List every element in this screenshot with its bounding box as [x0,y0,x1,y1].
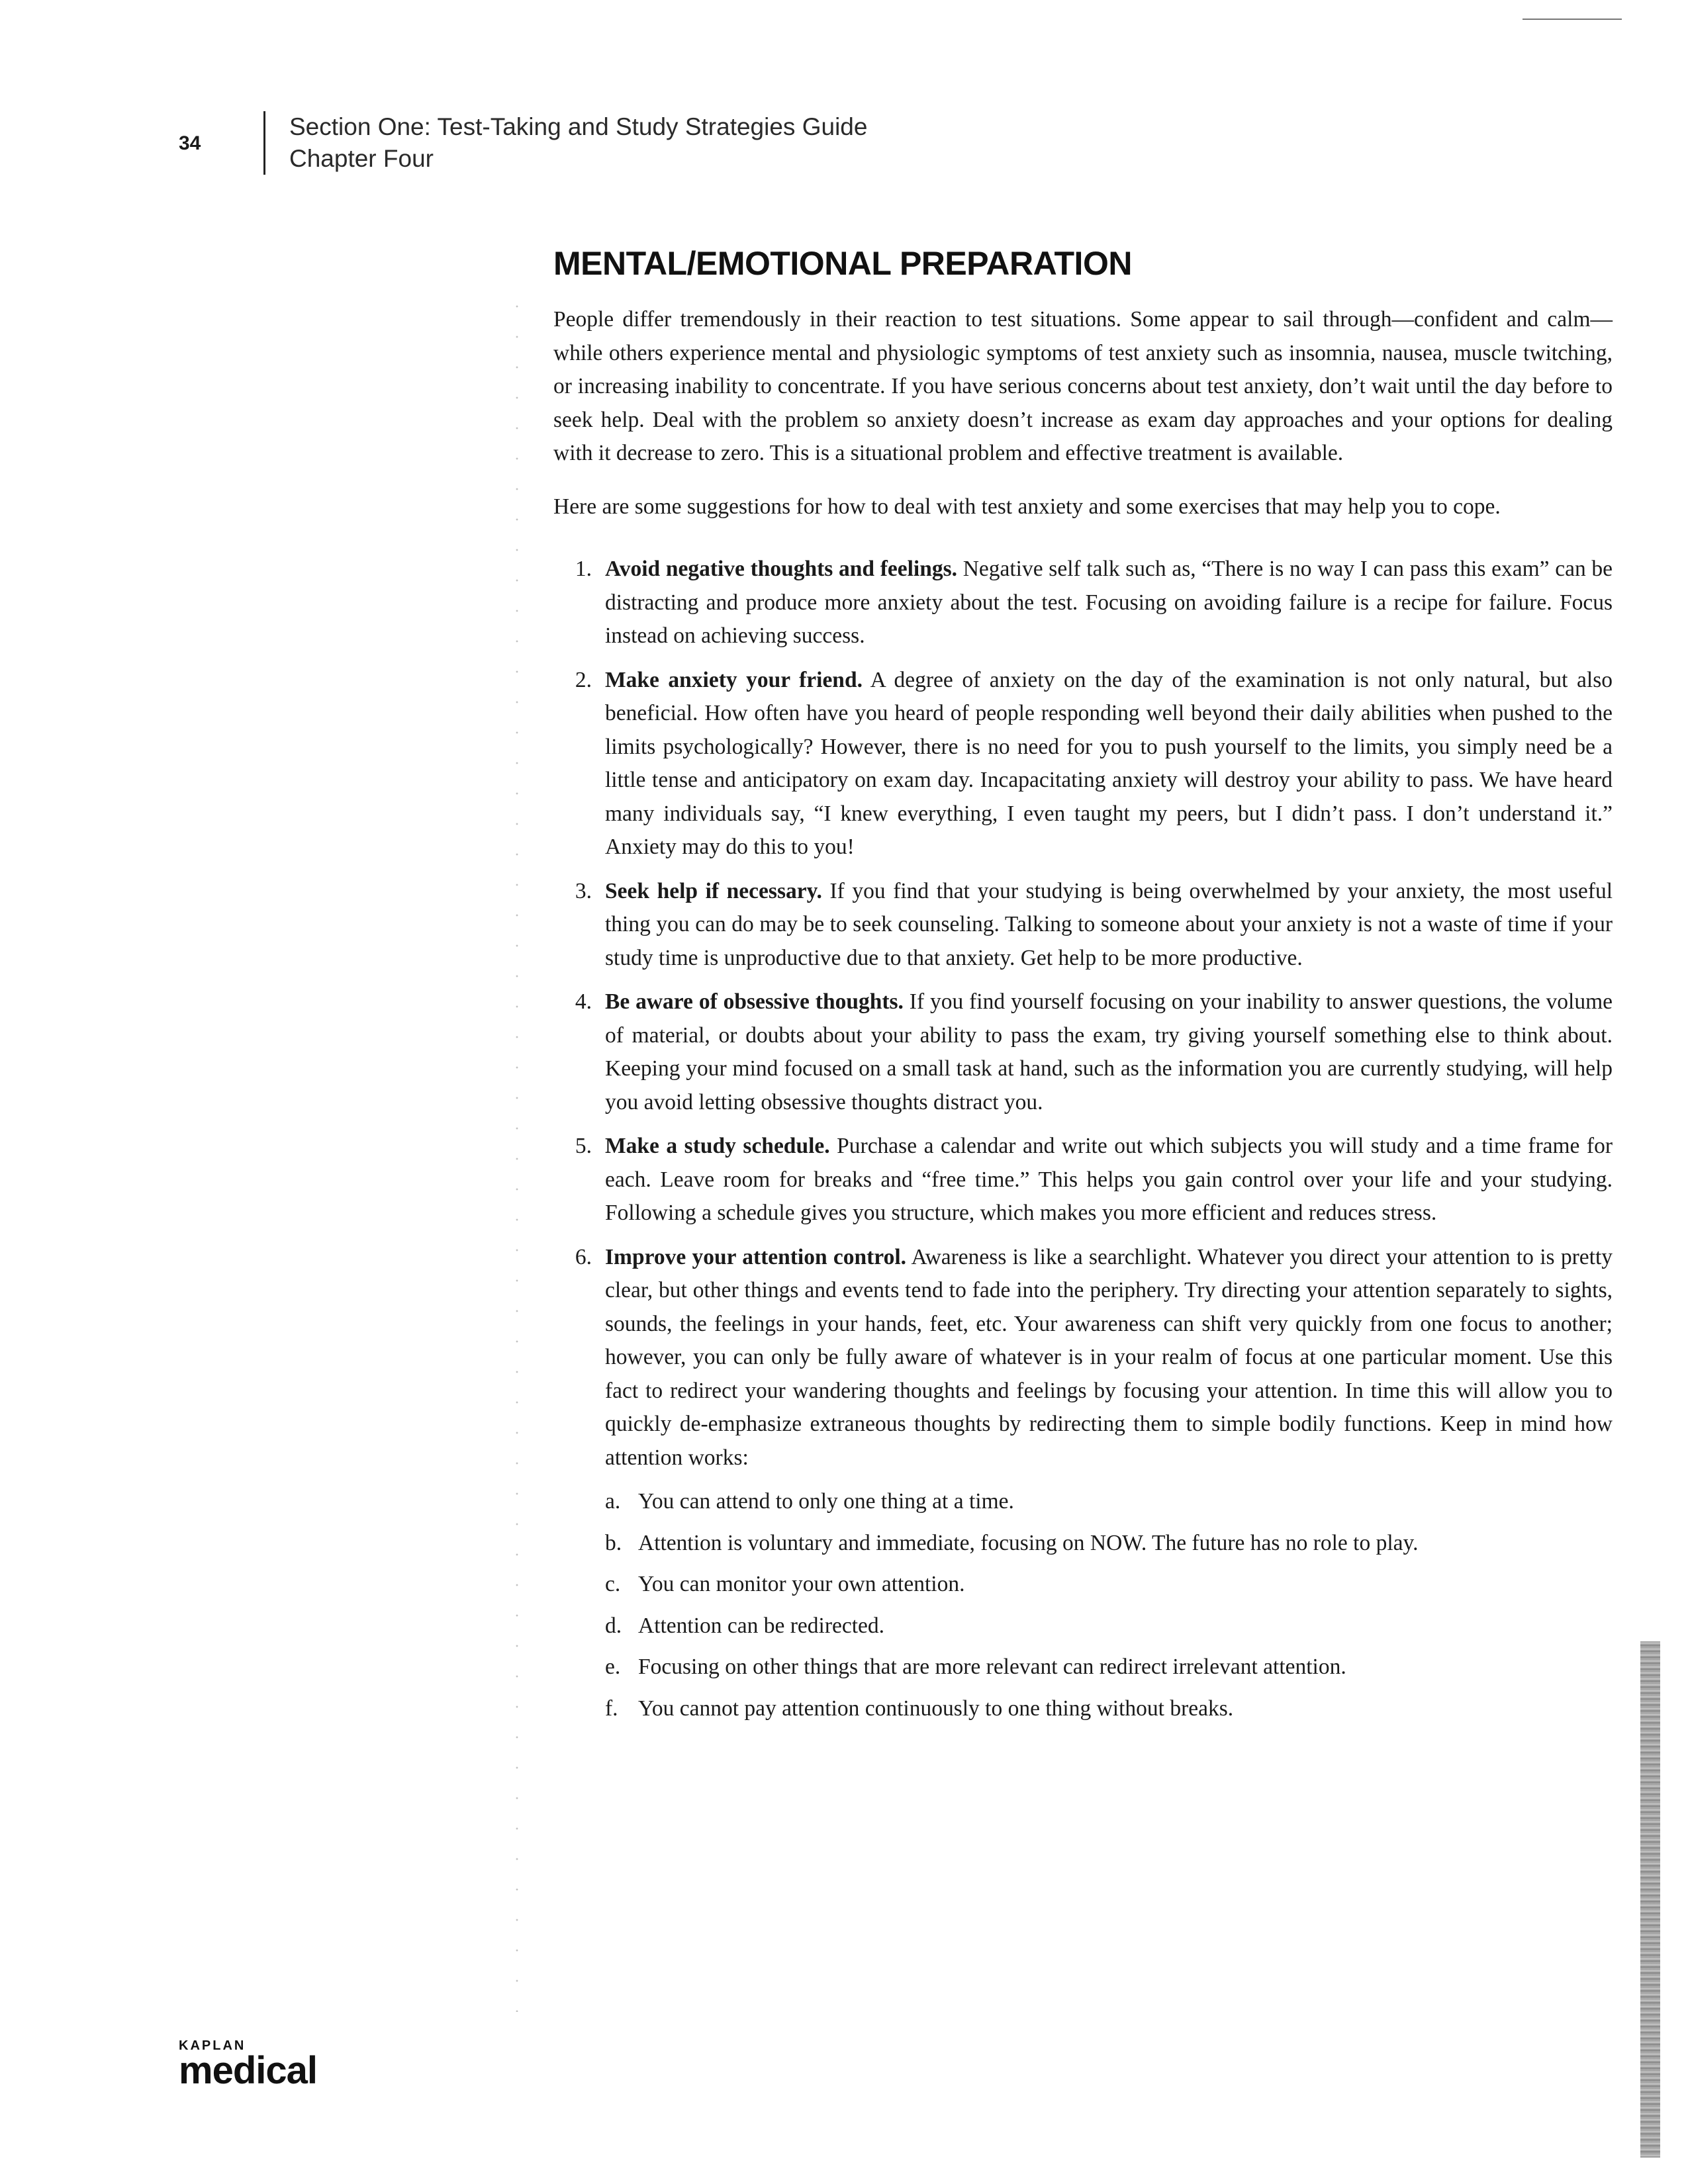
sub-list-item [605,1692,1613,1726]
list-item-number: 1. [575,557,592,581]
list-item-number: 3. [575,878,592,903]
sub-list-item [605,1610,1613,1643]
page-number: 34 [179,132,201,154]
list-item [559,1130,1613,1230]
sub-list-item [605,1485,1613,1519]
list-item [559,875,1613,976]
list-item-lead: Make a study schedule. [605,1134,830,1158]
list-item [559,553,1613,653]
sub-list-text: You cannot pay attention continuously to one thing without breaks. [638,1696,1234,1721]
sub-list-letter: f. [605,1696,618,1721]
list-item-text: If you find yourself focusing on your inability to answer questions, the volume of material, or doubts about your ability to pass the exam, try giving yourself something else to think about. Keeping your mind focused on a small task at hand, such as the information you are currently studying, will help you avoid letting obsessive thoughts distract you. [605,989,1613,1115]
list-item-lead: Avoid negative thoughts and feelings. [605,557,958,581]
logo-kaplan-text: KAPLAN [179,2038,246,2053]
list-item-lead: Be aware of obsessive thoughts. [605,989,904,1014]
list-item-text: Negative self talk such as, “There is no way I can pass this exam” can be distracting and produce more anxiety about the test. Focusing on avoiding failure is a recipe for failure. Focus instead on achieving success. [605,557,1613,648]
list-item [559,985,1613,1119]
sub-list-text: Attention can be redirected. [638,1613,885,1638]
sub-list-letter: c. [605,1572,621,1596]
list-item-lead: Make anxiety your friend. [605,667,863,692]
scan-binding-edge [1640,1641,1660,2158]
list-item-number: 5. [575,1134,592,1158]
list-item [559,664,1613,864]
list-item-text: Awareness is like a searchlight. Whatever you direct your attention to is pretty clear, but other things and events tend to fade into the periphery. Try directing your attention separately to sights, sounds, the feelings in your hands, feet, etc. Your awareness can shift very quickly from one focus to another; however, you can only be fully aware of whatever is in your realm of focus at one particular moment. Use this fact to redirect your wandering thoughts and feelings by focusing your attention. In time this will allow you to quickly de-emphasize extraneous thoughts by redirecting them to simple bodily functions. Keep in mind how attention works: [605,1244,1613,1470]
margin-scan-dots [514,291,520,2012]
list-item-lead: Improve your attention control. [605,1244,907,1269]
publisher-logo [179,2038,317,2092]
sub-list-text: You can monitor your own attention. [638,1572,965,1596]
list-item-number: 6. [575,1244,592,1269]
sub-list-letter: d. [605,1613,622,1638]
list-item-number: 2. [575,667,592,692]
list-item-text: If you find that your studying is being overwhelmed by your anxiety, the most useful thing you can do may be to seek counseling. Talking to someone about your anxiety is not a waste of time if your study time is unproductive due to that anxiety. Get help to be more productive. [605,878,1613,970]
list-item-number: 4. [575,989,592,1014]
list-item-lead: Seek help if necessary. [605,878,822,903]
logo-medical-text: medical [179,2049,317,2092]
sub-list-item [605,1527,1613,1561]
suggestions-paragraph: Here are some suggestions for how to deal with test anxiety and some exercises that may help you to cope. [553,494,1501,519]
suggestions-list [553,553,1613,1725]
scan-edge-line [1523,19,1622,20]
section-heading: MENTAL/EMOTIONAL PREPARATION [553,245,1132,282]
sub-list-text: Focusing on other things that are more relevant can redirect irrelevant attention. [638,1655,1346,1679]
running-head [263,111,867,175]
sub-list-letter: a. [605,1489,621,1514]
main-content [553,242,1613,1736]
attention-sublist [605,1485,1613,1725]
sub-list-letter: b. [605,1530,622,1555]
list-item-text: Purchase a calendar and write out which subjects you will study and a time frame for each. Leave room for breaks and “free time.” This helps you gain control over your life and your studying. Following a schedule gives you structure, which makes you more efficient and reduces stress. [605,1134,1613,1225]
sub-list-item [605,1651,1613,1684]
sub-list-item [605,1568,1613,1602]
sub-list-letter: e. [605,1655,621,1679]
intro-paragraph: People differ tremendously in their reaction to test situations. Some appear to sail through—confident and calm—while others experience mental and physiologic symptoms of test anxiety such as insomnia, nausea, muscle twitching, or increasing inability to concentrate. If you have serious concerns about test anxiety, don’t wait until the day before to seek help. Deal with the problem so anxiety doesn’t increase as exam day approaches and your options for dealing with it decrease to zero. This is a situational problem and effective treatment is available. [553,307,1613,465]
sub-list-text: You can attend to only one thing at a time. [638,1489,1014,1514]
list-item-text: A degree of anxiety on the day of the examination is not only natural, but also beneficial. How often have you heard of people responding well beyond their daily abilities when pushed to the limits psychologically? However, there is no need for you to push yourself to the limits, you simply need be a little tense and anticipatory on exam day. Incapacitating anxiety will destroy your ability to pass. We have heard many individuals say, “I knew everything, I even taught my peers, but I didn’t pass. I don’t understand it.” Anxiety may do this to you! [605,667,1613,859]
sub-list-text: Attention is voluntary and immediate, focusing on NOW. The future has no role to play. [638,1530,1419,1555]
list-item [559,1241,1613,1726]
running-head-section: Section One: Test-Taking and Study Strategies Guide [289,113,868,140]
running-head-chapter: Chapter Four [289,145,434,172]
